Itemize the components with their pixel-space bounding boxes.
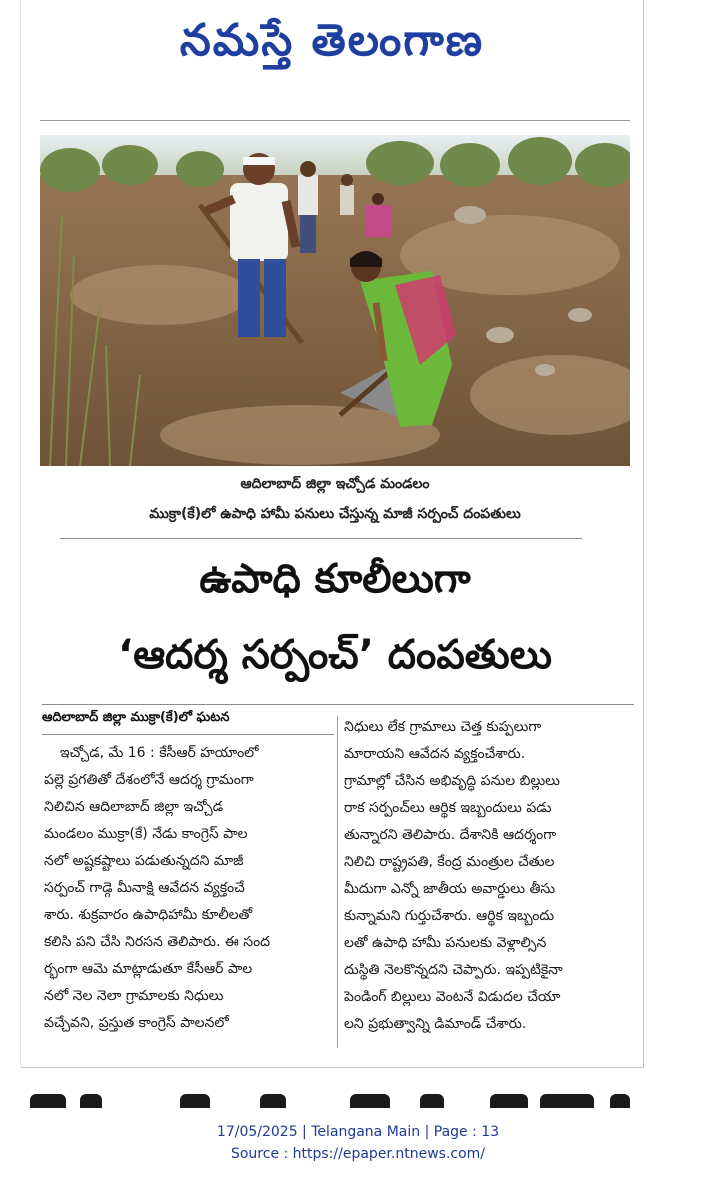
article-line: రాక సర్పంచ్‌లు ఆర్థిక ఇబ్బందులు పడు [344,800,552,816]
article-line: దుస్థితి నెలకొన్నదని చెప్పారు. ఇప్పటికైనా [344,962,563,978]
article-line: గ్రామాల్లో చేసిన అభివృద్ధి పనుల బిల్లులు [344,773,560,789]
article-line: మీదుగా ఎన్నో జాతీయ అవార్డులు తీసు [344,881,556,897]
article-column-left [44,740,332,1037]
article-column-right [344,714,632,1038]
article-line: లతో ఉపాధి హామీ పనులకు వెళ్లాల్సిన [344,935,547,951]
dateline: ఆదిలాబాద్ జిల్లా ముక్రా(కే)లో ఘటన [42,710,230,725]
article-line: కున్నామని గుర్తుచేశారు. ఆర్థిక ఇబ్బందు [344,908,555,924]
article-line: నిధులు లేక గ్రామాలు చెత్త కుప్పలుగా [344,719,542,735]
headline-line-1: ఉపాధి కూలీలుగా [199,556,471,602]
article-line: తున్నారని తెలిపారు. దేశానికి ఆదర్శంగా [344,827,557,843]
article-line: కలిసి పని చేసి నిరసన తెలిపారు. ఈ సంద [44,934,271,950]
photo-caption-line-2: ముక్రా(కే)లో ఉపాధి హామీ పనులు చేస్తున్న మాజీ సర్పంచ్ దంపతులు [149,506,521,522]
article-line: ర్భంగా ఆమె మాట్లాడుతూ కేసీఆర్ పాల [44,961,253,977]
article-line: శారు. శుక్రవారం ఉపాధిహామీ కూలీలతో [44,907,253,923]
footer-edition-info: 17/05/2025 | Telangana Main | Page : 13 [216,1124,500,1140]
article-line: పెండింగ్ బిల్లులు వెంటనే విడుదల చేయా [344,989,561,1005]
article-line: మారాయని ఆవేదన వ్యక్తంచేశారు. [344,746,526,762]
footer-source-link[interactable]: Source : https://epaper.ntnews.com/ [230,1146,486,1162]
newspaper-masthead: నమస్తే తెలంగాణ [179,15,485,66]
photo-caption-line-1: ఆదిలాబాద్ జిల్లా ఇచ్చోడ మండలం [240,476,430,492]
news-photo [40,135,630,466]
article-line: నిలిచి రాష్ట్రపతి, కేంద్ర మంత్రుల చేతుల [344,854,555,870]
masthead-rule [40,120,630,121]
dateline-rule [42,734,334,735]
article-line: నలో అష్టకష్టాలు పడుతున్నదని మాజీ [44,853,244,869]
caption-rule [60,538,582,539]
article-line: వచ్చేవని, ప్రస్తుత కాంగ్రెస్ పాలనలో [44,1015,229,1031]
headline-line-2: ‘ఆదర్శ సర్పంచ్’ దంపతులు [118,632,552,678]
column-divider [337,716,338,1048]
article-line: నలో నెల నెలా గ్రామాలకు నిధులు [44,988,224,1004]
article-line: లని ప్రభుత్వాన్ని డిమాండ్ చేశారు. [344,1016,527,1032]
headline-rule [42,704,634,705]
field-work-illustration [40,135,630,466]
article-line: పల్లె ప్రగతితో దేశంలోనే ఆదర్శ గ్రామంగా [44,772,254,788]
article-line: ఇచ్చోడ, మే 16 : కేసీఆర్ హయాంలో [60,745,259,761]
article-line: సర్పంచ్ గాడ్గె మీనాక్షి ఆవేదన వ్యక్తంచే [44,880,245,896]
cropped-next-headline [20,1094,644,1108]
article-line: నిలిచిన ఆదిలాబాద్ జిల్లా ఇచ్చోడ [44,799,224,815]
article-line: మండలం ముక్రా(కే) నేడు కాంగ్రెస్ పాల [44,826,248,842]
